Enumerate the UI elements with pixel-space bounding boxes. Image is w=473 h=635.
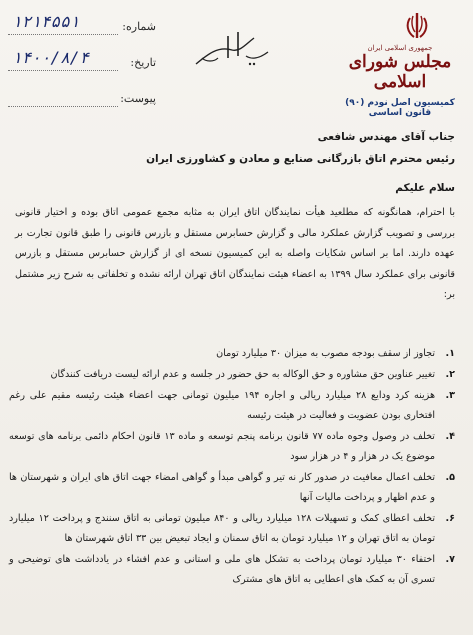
item-text: تجاوز از سقف بودجه مصوب به میزان ۳۰ میلیارد تومان (216, 348, 435, 359)
calligraphy-mark-icon (188, 24, 278, 74)
item-number: ۱. (445, 348, 455, 359)
item-text: تخلف در وصول وجوه ماده ۷۷ قانون برنامه پنجم توسعه و ماده ۱۳ قانون احکام دائمی برنامه های توسعه موضوع یک در هزار و ۴ در هزار سود (9, 431, 435, 462)
list-item (9, 468, 455, 508)
number-underline (8, 34, 118, 35)
parliament-name-line2: اسلامی (373, 72, 427, 92)
parliament-name-line1: مجلس شورای (348, 52, 452, 72)
item-number: ۳. (445, 390, 455, 401)
republic-text: جمهوری اسلامی ایران (367, 44, 433, 52)
addressee-title: رئیس محترم اتاق بازرگانی صنایع و معادن و کشاورزی ایران (146, 153, 455, 165)
basic-law-text: قانون اساسی (368, 108, 432, 118)
item-text: اختفاء ۳۰ میلیارد تومان پرداخت به تشکل های ملی و استانی و عدم افشاء در یادداشت های توضیحی و تسری آن به کمک های اعطایی به اتاق های مشترک (9, 554, 436, 585)
item-text: هزینه کرد ودایع ۲۸ میلیارد ریالی و اجاره ۱۹۴ میلیون تومانی جهت اعضاء هیئت رئیسه مقیم علی رغم افتخاری بودن عضویت و فعالیت در هیئت رئیسه (9, 390, 436, 421)
attachment-label: پیوست: (120, 92, 156, 105)
intro-paragraph: با احترام، همانگونه که مطلعید هیأت نمایندگان اتاق ایران به مثابه مجمع عمومی اتاق بوده و اختیار قانونی بررسی و تصویب گزارش عملکرد مالی و گزارش حسابرس مستقل و بازرس قانونی را طبق قانون تجارت بر عهده دارند. اما بر اساس شکایات واصله به این کمیسیون نسخه ای از گزارش حسابرس مستقل و بازرس قانونی برای عملکرد سال ۱۳۹۹ به اعضاء هیئت نمایندگان اتاق تهران ارائه نشده و تخلفاتی به شرح زیر مشتمل بر: (15, 207, 455, 300)
addressee-name: جناب آقای مهندس شافعی (317, 131, 455, 143)
commission-name: کمیسیون اصل نود‌م (۹۰) (345, 98, 455, 108)
item-number: ۷. (445, 554, 455, 565)
list-item (9, 509, 455, 549)
date-label: تاریخ: (130, 56, 156, 69)
violations-list (9, 344, 455, 590)
list-item (9, 427, 455, 467)
list-item (9, 550, 455, 590)
item-number: ۵. (445, 472, 455, 483)
number-label: شماره: (122, 20, 156, 33)
list-item (9, 344, 455, 364)
item-text: تغییر عناوین حق مشاوره و حق الوکاله به حق حضور در جلسه و عدم ارائه لیست دریافت کنندگان (50, 369, 435, 380)
list-item (9, 365, 455, 385)
date-underline (8, 70, 118, 71)
attachment-field (8, 80, 158, 116)
number-field (8, 8, 158, 44)
number-value: ۱۲۱۴۵۵۱ (12, 12, 80, 31)
iran-emblem-icon (401, 10, 433, 42)
list-item (9, 386, 455, 426)
letter-meta (8, 8, 158, 116)
attachment-underline (8, 106, 118, 107)
date-value: ۱۴۰۰/۸/۴ (12, 48, 90, 67)
item-number: ۲. (445, 369, 455, 380)
greeting: سلام علیکم (395, 182, 455, 194)
item-number: ۴. (445, 431, 455, 442)
item-text: تخلف اعطای کمک و تسهیلات ۱۲۸ میلیارد ریالی و ۸۴۰ میلیون تومانی به اتاق سنندج و پرداخت ۱۲ میلیارد تومان به اتاق تهران و ۱۲ میلیارد تومان به اتاق سمنان و ایجاد تبعیض بین ۳۳ اتاق شهرستان ها (9, 513, 435, 544)
date-field (8, 44, 158, 80)
item-number: ۶. (445, 513, 455, 524)
parliament-letterhead (345, 44, 455, 118)
addressee-block (15, 126, 455, 170)
item-text: تخلف اعمال معافیت در صدور کار نه تیر و گواهی مبدأ و گواهی امضاء جهت اتاق های ایران و شهرستان ها و عدم اظهار و پرداخت مالیات آنها (9, 472, 435, 503)
